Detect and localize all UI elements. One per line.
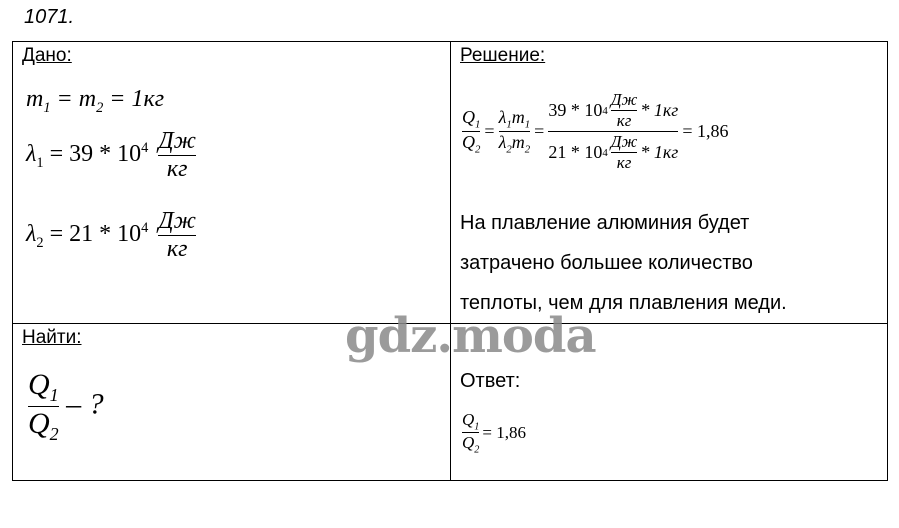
given-header: Дано: — [22, 45, 72, 66]
problem-number: 1071. — [24, 6, 75, 28]
solution-text-line: теплоты, чем для плавления меди. — [460, 292, 787, 314]
table-center-border — [450, 41, 451, 481]
solution-text-line: затрачено большее количество — [460, 252, 753, 274]
solution-text-line: На плавление алюминия будет — [460, 212, 750, 234]
lambda2-equation: $\lambda_2 = 21 * 10^4$ $\frac{Дж}{кг}$ — [26, 208, 196, 262]
solution-text — [460, 203, 787, 323]
find-header: Найти: — [22, 327, 82, 348]
watermark-logo: gdz.moda — [345, 308, 596, 364]
table-right-border — [887, 41, 888, 481]
table-left-border — [12, 41, 13, 481]
solution-header: Решение: — [460, 45, 546, 66]
mass-equation: $m_1 = m_2 = 1кг$ — [26, 86, 165, 116]
solution-formula: $\frac{Q_1}{Q_2}$ = $\frac{\lambda_1m_1}{\lambda_2m_2}$ = 39 * 10 4 $\frac{Дж}{кг}$ * 1кг 21 * 10 4 $\frac{Дж}{кг}$ * 1кг = 1,86 — [462, 90, 729, 172]
answer-header: Ответ: — [460, 370, 521, 392]
answer-formula: $\frac{Q_1}{Q_2}$ = 1,86 — [462, 410, 526, 456]
lambda1-equation: $\lambda_1 = 39 * 10^4$ $\frac{Дж}{кг}$ — [26, 128, 196, 182]
find-ratio: $\frac{Q_1}{Q_2}$ – ? — [28, 368, 104, 444]
